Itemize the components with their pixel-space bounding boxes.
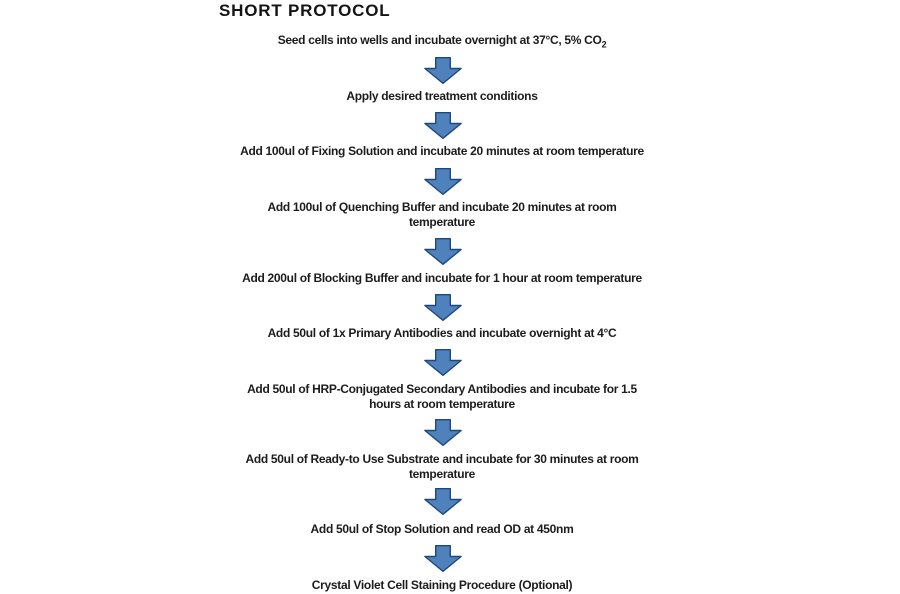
down-arrow-icon [424, 488, 462, 515]
flow-step-text: Add 50ul of Stop Solution and read OD at 450nm [310, 522, 574, 536]
flow-step-text: Add 50ul of HRP-Conjugated Secondary Antibodies and incubate for 1.5 [247, 382, 637, 396]
page-title: SHORT PROTOCOL [219, 1, 391, 20]
flow-step-text: Add 50ul of 1x Primary Antibodies and incubate overnight at 4°C [267, 326, 617, 340]
flow-step-fixing-solution [42, 144, 842, 159]
flow-step-stop-solution [42, 522, 842, 537]
flow-step-text: Crystal Violet Cell Staining Procedure (Optional) [311, 578, 573, 592]
flow-step-blocking-buffer [42, 271, 842, 286]
flow-step-substrate [42, 452, 842, 482]
down-arrow-icon [424, 57, 462, 84]
flow-step-text: Apply desired treatment conditions [346, 89, 538, 103]
flow-step-text: Add 100ul of Fixing Solution and incubate 20 minutes at room temperature [240, 144, 644, 158]
down-arrow-icon [424, 112, 462, 139]
flow-step-text: Seed cells into wells and incubate overnight at 37°C, 5% CO [277, 33, 602, 47]
co2-subscript: 2 [601, 39, 607, 50]
flow-step-crystal-violet [42, 578, 842, 593]
flow-step-secondary-antibodies [42, 382, 842, 412]
down-arrow-icon [424, 294, 462, 321]
down-arrow-icon [424, 545, 462, 572]
flow-step-quenching-buffer [42, 200, 842, 230]
down-arrow-icon [424, 419, 462, 446]
flow-step-text: Add 50ul of Ready-to Use Substrate and incubate for 30 minutes at room [245, 452, 639, 466]
flow-step-primary-antibodies [42, 326, 842, 341]
flow-step-text: temperature [408, 467, 476, 481]
down-arrow-icon [424, 349, 462, 376]
flow-step-apply-treatment [42, 89, 842, 104]
flow-step-text: hours at room temperature [369, 397, 515, 411]
flow-step-seed-cells [42, 33, 842, 52]
flow-step-text: Add 200ul of Blocking Buffer and incubate for 1 hour at room temperature [242, 271, 642, 285]
down-arrow-icon [424, 168, 462, 195]
flow-step-text: Add 100ul of Quenching Buffer and incubate 20 minutes at room [267, 200, 617, 214]
flow-step-text: temperature [408, 215, 476, 229]
down-arrow-icon [424, 238, 462, 265]
